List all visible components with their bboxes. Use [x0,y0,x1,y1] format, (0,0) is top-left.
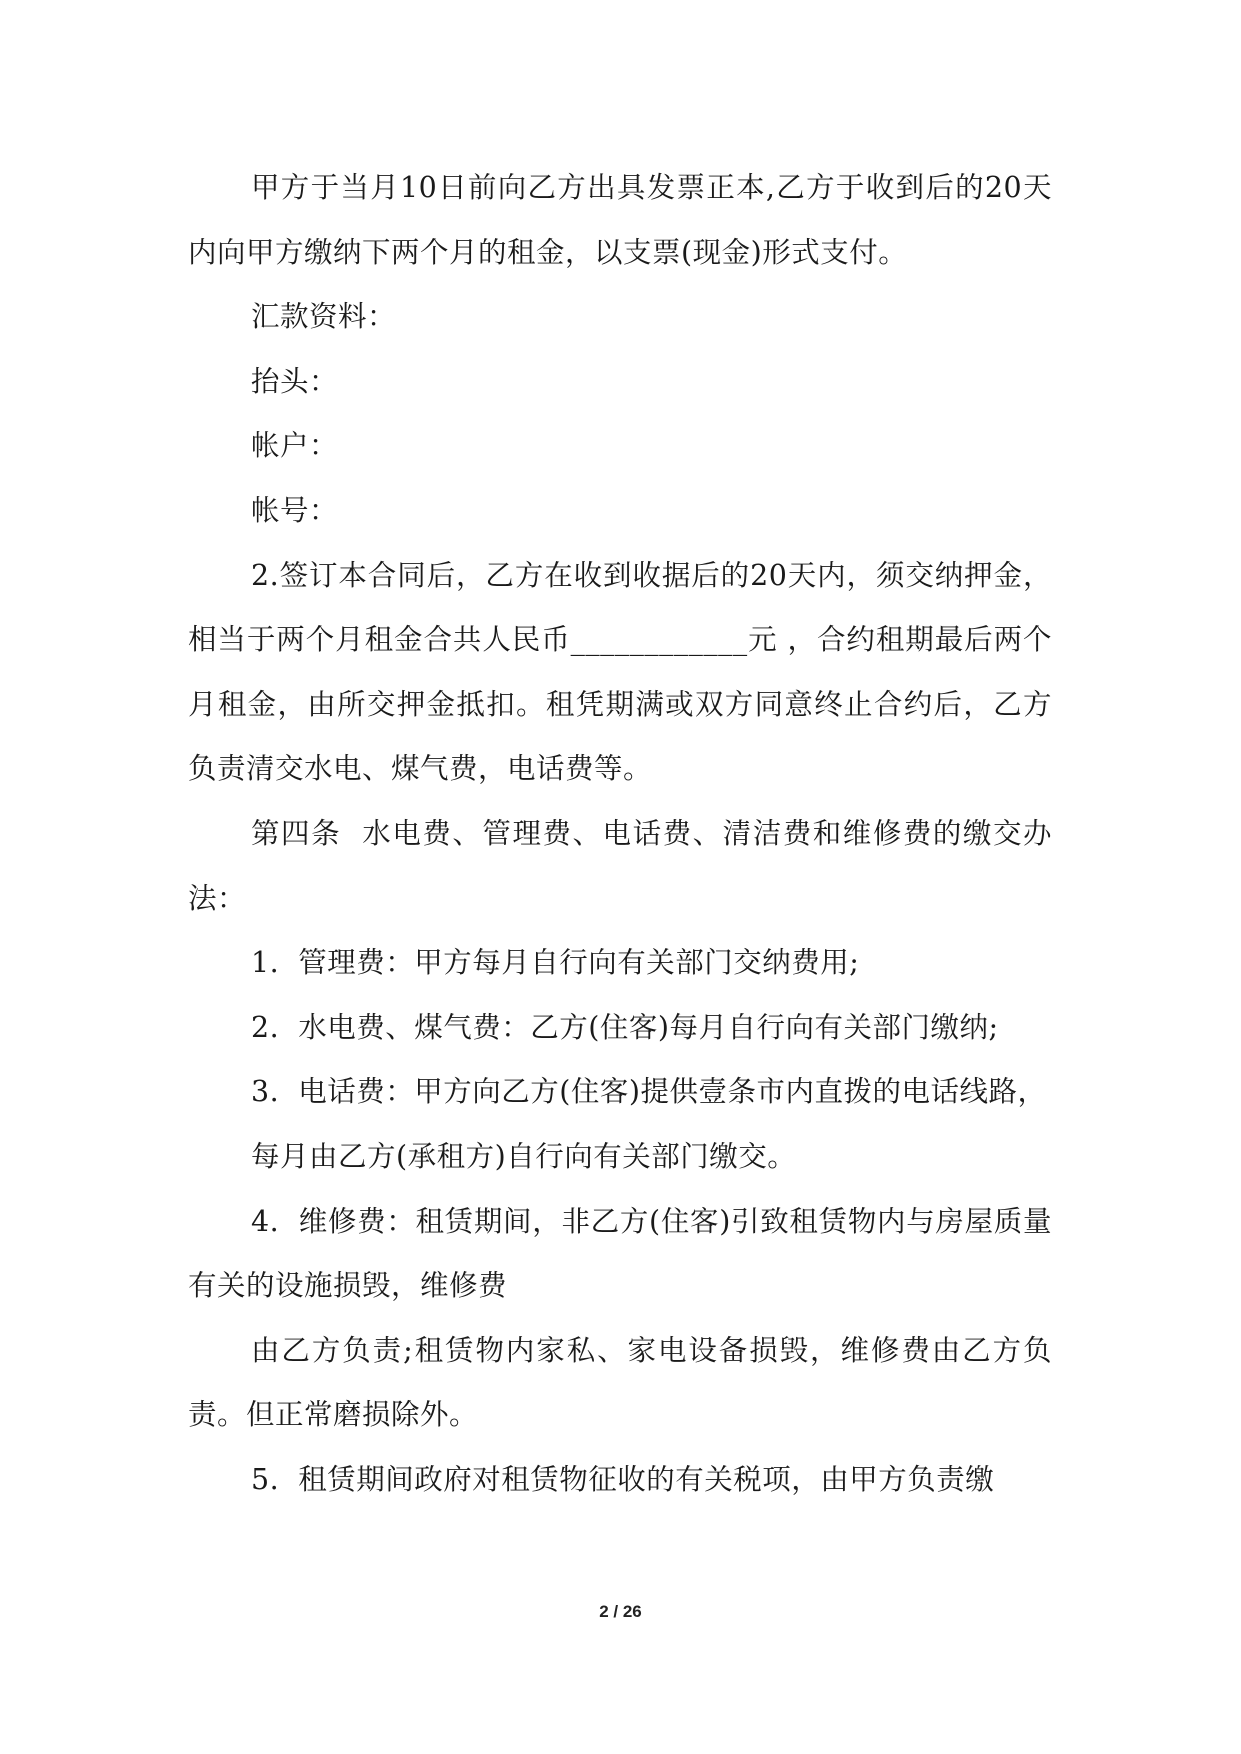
paragraph-article-four-heading: 第四条 水电费、管理费、电话费、清洁费和维修费的缴交办法： [188,816,1052,915]
page-number: 2 / 26 [599,1602,642,1621]
paragraph-account-name-field: 帐户： [251,429,339,463]
paragraph-telephone-fee: 3. 电话费：甲方向乙方(住客)提供壹条市内直拨的电话线路， [251,1075,1047,1109]
paragraph-remittance-info: 汇款资料： [251,300,397,334]
paragraph-invoice-payment: 甲方于当月10日前向乙方出具发票正本,乙方于收到后的20天内向甲方缴纳下两个月的租金，以支票(现金)形式支付。 [188,171,1052,269]
paragraph-telephone-fee-continued: 每月由乙方(承租方)自行向有关部门缴交。 [251,1139,797,1173]
document-body [188,156,1052,1512]
paragraph-maintenance-fee-continued: 由乙方负责;租赁物内家私、家电设备损毁，维修费由乙方负责。但正常磨损除外。 [188,1333,1052,1432]
paragraph-taxes: 5. 租赁期间政府对租赁物征收的有关税项，由甲方负责缴 [251,1462,995,1496]
paragraph-header-field: 抬头： [251,364,339,398]
paragraph-maintenance-fee: 4. 维修费：租赁期间，非乙方(住客)引致租赁物内与房屋质量有关的设施损毁，维修费 [188,1204,1052,1303]
paragraph-deposit-clause: 2.签订本合同后，乙方在收到收据后的20天内，须交纳押金，相当于两个月租金合共人民币____________元 ，合约租期最后两个月租金，由所交押金抵扣。租凭期满或双方同意终止合约后，乙方负责清交水电、煤气费，电话费等。 [188,558,1052,786]
paragraph-account-number-field: 帐号： [251,493,339,527]
paragraph-management-fee: 1. 管理费：甲方每月自行向有关部门交纳费用; [251,946,860,980]
paragraph-utilities-fee: 2. 水电费、煤气费：乙方(住客)每月自行向有关部门缴纳; [251,1010,999,1044]
